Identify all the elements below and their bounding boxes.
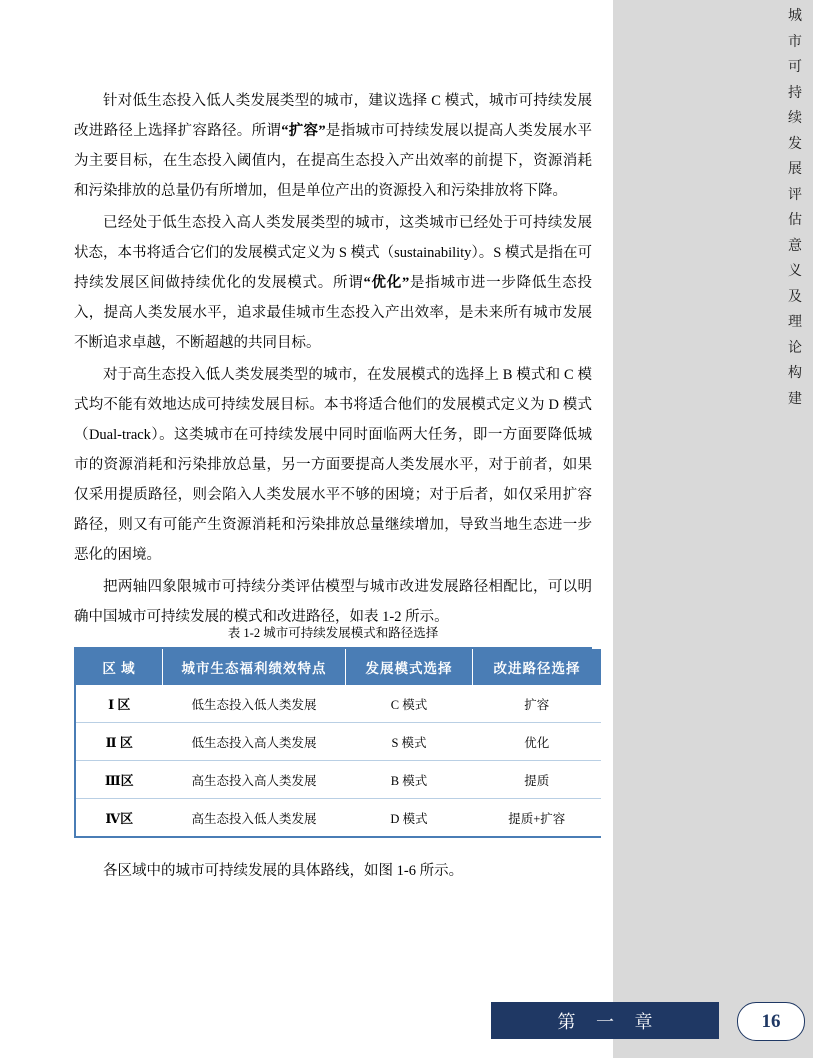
cell-feature: 低生态投入高人类发展 xyxy=(163,723,346,761)
table-block xyxy=(74,624,592,838)
cell-feature: 高生态投入高人类发展 xyxy=(163,761,346,799)
table-body xyxy=(76,685,601,837)
chapter-label: 第 一 章 xyxy=(557,1011,661,1032)
page-number-badge xyxy=(737,1002,805,1041)
page-number: 16 xyxy=(761,1010,781,1032)
paragraph-1: 针对低生态投入低人类发展类型的城市，建议选择 C 模式，城市可持续发展改进路径上选择扩容路径。所谓“扩容”是指城市可持续发展以提高人类发展水平为主要目标，在生态投入阈值内，在提高生态投入产出效率的前提下，资源消耗和污染排放的总量仍有所增加，但是单位产出的资源投入和污染排放将下降。 xyxy=(74,93,593,199)
table-row xyxy=(76,723,601,761)
running-head-char: 市 xyxy=(788,34,802,50)
paragraph-4: 把两轴四象限城市可持续分类评估模型与城市改进发展路径相配比，可以明确中国城市可持续发展的模式和改进路径，如表 1-2 所示。 xyxy=(74,579,592,625)
running-head-char: 意 xyxy=(788,238,802,254)
chapter-footer-bar xyxy=(491,1002,719,1039)
paragraph-2: 已经处于低生态投入高人类发展类型的城市，这类城市已经处于可持续发展状态，本书将适合它们的发展模式定义为 S 模式（sustainability）。S 模式是指在可持续发展区间做持续优化的发展模式。所谓“优化”是指城市进一步降低生态投入，提高人类发展水平，追求最佳城市生态投入产出效率，是未来所有城市发展不断追求卓越，不断超越的共同目标。 xyxy=(74,215,593,351)
table-border-box xyxy=(74,647,592,838)
running-head-char: 展 xyxy=(788,162,802,177)
table-row xyxy=(76,685,601,723)
table-caption: 表 1-2 城市可持续发展模式和路径选择 xyxy=(227,626,439,640)
cell-region: Ⅰ 区 xyxy=(76,685,163,723)
running-head-char: 估 xyxy=(788,213,802,228)
cell-region: Ⅲ区 xyxy=(76,761,163,799)
table-header-cell-mode: 发展模式选择 xyxy=(346,649,473,685)
cell-path: 优化 xyxy=(473,723,602,761)
running-head-char: 可 xyxy=(788,60,802,75)
running-head-char: 及 xyxy=(788,289,802,305)
table-header-cell-region: 区 域 xyxy=(76,649,163,685)
sustainability-mode-table xyxy=(76,649,601,838)
running-head-char: 建 xyxy=(788,391,802,407)
table-row xyxy=(76,761,601,799)
running-head-char: 持 xyxy=(788,85,802,101)
cell-mode: S 模式 xyxy=(346,723,473,761)
table-row xyxy=(76,799,601,838)
running-head-char: 城 xyxy=(788,9,802,24)
cell-mode: B 模式 xyxy=(346,761,473,799)
body-text-column xyxy=(74,86,592,634)
running-head-vertical xyxy=(783,4,807,412)
running-head-char: 评 xyxy=(788,187,802,203)
paragraph-3: 对于高生态投入低人类发展类型的城市，在发展模式的选择上 B 模式和 C 模式均不能有效地达成可持续发展目标。本书将适合他们的发展模式定义为 D 模式（Dual-track）。这类城市在可持续发展中同时面临两大任务，即一方面要降低城市的资源消耗和污染排放总量，另一方面要提高人类发展水平，对于前者，如果仅采用提质路径，则会陷入人类发展水平不够的困境；对于后者，如仅采用扩容路径，则又有可能产生资源消耗和污染排放总量继续增加，导致当地生态进一步恶化的困境。 xyxy=(74,367,592,563)
cell-path: 扩容 xyxy=(473,685,602,723)
cell-mode: D 模式 xyxy=(346,799,473,838)
table-header-cell-feature: 城市生态福利绩效特点 xyxy=(163,649,346,685)
cell-region: Ⅱ 区 xyxy=(76,723,163,761)
running-head-char: 发 xyxy=(788,136,802,152)
cell-path: 提质 xyxy=(473,761,602,799)
running-head-char: 论 xyxy=(788,340,802,356)
cell-path: 提质+扩容 xyxy=(473,799,602,838)
table-header-row xyxy=(76,649,601,685)
running-head-char: 构 xyxy=(788,366,802,381)
running-head-char: 续 xyxy=(788,111,802,126)
table-header-cell-path: 改进路径选择 xyxy=(473,649,602,685)
running-head-char: 义 xyxy=(788,264,802,279)
cell-feature: 低生态投入低人类发展 xyxy=(163,685,346,723)
table-head xyxy=(76,649,601,685)
paragraph-after-table: 各区域中的城市可持续发展的具体路线，如图 1-6 所示。 xyxy=(103,863,464,879)
cell-region: Ⅳ区 xyxy=(76,799,163,838)
running-head-char: 理 xyxy=(788,315,802,330)
cell-mode: C 模式 xyxy=(346,685,473,723)
cell-feature: 高生态投入低人类发展 xyxy=(163,799,346,838)
